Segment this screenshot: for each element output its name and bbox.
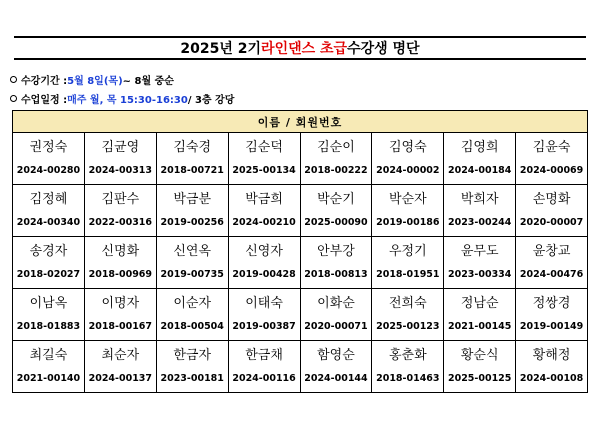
student-cell — [228, 289, 300, 341]
table-header: 이름 / 회원번호 — [13, 111, 588, 133]
student-name: 윤창교 — [532, 244, 571, 259]
student-name: 이남옥 — [29, 296, 68, 311]
student-name: 김순이 — [317, 140, 355, 155]
student-cell — [300, 237, 372, 289]
student-cell — [300, 289, 372, 341]
member-number: 2024-00210 — [232, 217, 296, 228]
student-cell — [516, 289, 588, 341]
member-number: 2018-01951 — [376, 269, 440, 280]
member-number: 2020-00007 — [519, 217, 584, 228]
student-name: 전희숙 — [388, 296, 427, 311]
period-info — [10, 72, 174, 87]
student-name: 이태숙 — [245, 296, 283, 311]
student-name: 황해정 — [532, 348, 571, 363]
student-name: 최길숙 — [29, 348, 68, 363]
member-number: 2024-00184 — [447, 165, 512, 176]
member-number: 2024-00002 — [376, 165, 440, 176]
member-number: 2024-00144 — [304, 373, 368, 384]
member-number: 2019-00428 — [232, 269, 296, 280]
student-name: 안부강 — [317, 244, 355, 259]
student-cell — [156, 133, 228, 185]
student-name: 신연옥 — [173, 244, 212, 259]
member-number: 2019-00186 — [376, 217, 440, 228]
schedule-rest: / 3층 강당 — [187, 95, 235, 106]
student-name: 이순자 — [173, 296, 212, 311]
bullet-circle-icon — [10, 76, 17, 83]
student-name: 박순자 — [388, 192, 427, 207]
member-number: 2018-00167 — [88, 321, 153, 332]
student-cell — [13, 185, 85, 237]
student-name: 황순식 — [460, 348, 499, 363]
schedule-info — [10, 91, 234, 106]
student-cell — [300, 185, 372, 237]
student-cell — [156, 185, 228, 237]
student-cell — [84, 237, 156, 289]
member-number: 2018-01883 — [16, 321, 81, 332]
student-name: 박금분 — [173, 192, 212, 207]
student-cell — [300, 133, 372, 185]
student-name: 최순자 — [101, 348, 140, 363]
member-number: 2019-00735 — [160, 269, 224, 280]
student-cell — [228, 341, 300, 393]
member-number: 2025-00125 — [447, 373, 512, 384]
student-name: 박순기 — [317, 192, 355, 207]
student-name: 홍춘화 — [388, 348, 427, 363]
period-label: 수강기간 : — [21, 76, 68, 87]
student-cell — [13, 133, 85, 185]
student-cell — [300, 341, 372, 393]
student-name: 김정혜 — [29, 192, 68, 207]
student-cell — [372, 185, 444, 237]
student-cell — [228, 237, 300, 289]
member-number: 2023-00334 — [447, 269, 512, 280]
student-cell — [228, 185, 300, 237]
member-number: 2018-00504 — [160, 321, 224, 332]
member-number: 2022-00316 — [88, 217, 153, 228]
student-cell — [13, 289, 85, 341]
member-number: 2018-00721 — [160, 165, 224, 176]
student-name: 이화순 — [317, 296, 355, 311]
table-row — [13, 341, 588, 393]
member-number: 2025-00123 — [376, 321, 440, 332]
member-number: 2018-02027 — [16, 269, 81, 280]
student-cell — [156, 289, 228, 341]
student-cell — [516, 133, 588, 185]
member-number: 2019-00149 — [519, 321, 584, 332]
student-table — [12, 110, 588, 393]
student-name: 정쌍경 — [532, 296, 571, 311]
student-name: 정남순 — [460, 296, 499, 311]
student-name: 김판수 — [101, 192, 140, 207]
member-number: 2024-00137 — [88, 373, 153, 384]
member-number: 2018-00813 — [304, 269, 368, 280]
member-number: 2018-00969 — [88, 269, 153, 280]
student-name: 김영희 — [460, 140, 499, 155]
student-name: 한금채 — [245, 348, 283, 363]
student-name: 김숙경 — [173, 140, 212, 155]
student-name: 신영자 — [245, 244, 283, 259]
member-number: 2024-00280 — [16, 165, 81, 176]
student-cell — [444, 133, 516, 185]
student-cell — [444, 289, 516, 341]
student-name: 이명자 — [101, 296, 140, 311]
title-prefix: 2025년 2기 — [180, 41, 262, 57]
student-name: 우정기 — [388, 244, 427, 259]
table-row — [13, 133, 588, 185]
period-highlight: 5월 8일(목) — [67, 76, 123, 87]
schedule-label: 수업일정 : — [21, 95, 68, 106]
student-cell — [516, 341, 588, 393]
student-name: 신명화 — [101, 244, 140, 259]
student-cell — [516, 237, 588, 289]
student-name: 권정숙 — [29, 140, 68, 155]
member-number: 2018-00222 — [304, 165, 368, 176]
table-row — [13, 289, 588, 341]
member-number: 2021-00145 — [447, 321, 512, 332]
member-number: 2023-00181 — [160, 373, 224, 384]
student-name: 김순덕 — [245, 140, 283, 155]
member-number: 2024-00069 — [519, 165, 584, 176]
student-cell — [228, 133, 300, 185]
member-number: 2024-00116 — [232, 373, 296, 384]
student-cell — [84, 289, 156, 341]
student-name: 함영순 — [317, 348, 355, 363]
member-number: 2020-00071 — [304, 321, 368, 332]
student-cell — [84, 133, 156, 185]
member-number: 2024-00340 — [16, 217, 81, 228]
student-name: 윤무도 — [460, 244, 499, 259]
member-number: 2025-00134 — [232, 165, 296, 176]
student-cell — [516, 185, 588, 237]
member-number: 2019-00256 — [160, 217, 224, 228]
student-cell — [156, 237, 228, 289]
student-cell — [372, 133, 444, 185]
student-cell — [13, 341, 85, 393]
member-number: 2024-00108 — [519, 373, 584, 384]
student-name: 박희자 — [460, 192, 499, 207]
member-number: 2024-00313 — [88, 165, 153, 176]
student-cell — [156, 341, 228, 393]
student-cell — [372, 237, 444, 289]
member-number: 2024-00476 — [519, 269, 584, 280]
student-name: 한금자 — [173, 348, 212, 363]
table-row — [13, 185, 588, 237]
page-title — [14, 36, 586, 60]
member-number: 2023-00244 — [447, 217, 512, 228]
table-row — [13, 237, 588, 289]
student-name: 손명화 — [532, 192, 571, 207]
student-cell — [84, 185, 156, 237]
member-number: 2021-00140 — [16, 373, 81, 384]
student-cell — [13, 237, 85, 289]
bullet-circle-icon — [10, 95, 17, 102]
student-name: 송경자 — [29, 244, 68, 259]
student-cell — [444, 341, 516, 393]
member-number: 2025-00090 — [304, 217, 368, 228]
student-name: 박금희 — [245, 192, 283, 207]
schedule-highlight: 매주 월, 목 15:30-16:30 — [67, 95, 188, 106]
student-cell — [84, 341, 156, 393]
student-cell — [372, 289, 444, 341]
period-rest: ~ 8월 중순 — [122, 76, 174, 87]
member-number: 2018-01463 — [376, 373, 440, 384]
title-suffix: 수강생 명단 — [347, 41, 420, 57]
member-number: 2019-00387 — [232, 321, 296, 332]
student-cell — [444, 237, 516, 289]
title-highlight: 라인댄스 초급 — [261, 41, 348, 57]
student-name: 김윤숙 — [532, 140, 571, 155]
student-name: 김균영 — [101, 140, 140, 155]
student-cell — [444, 185, 516, 237]
student-cell — [372, 341, 444, 393]
student-name: 김영숙 — [388, 140, 427, 155]
